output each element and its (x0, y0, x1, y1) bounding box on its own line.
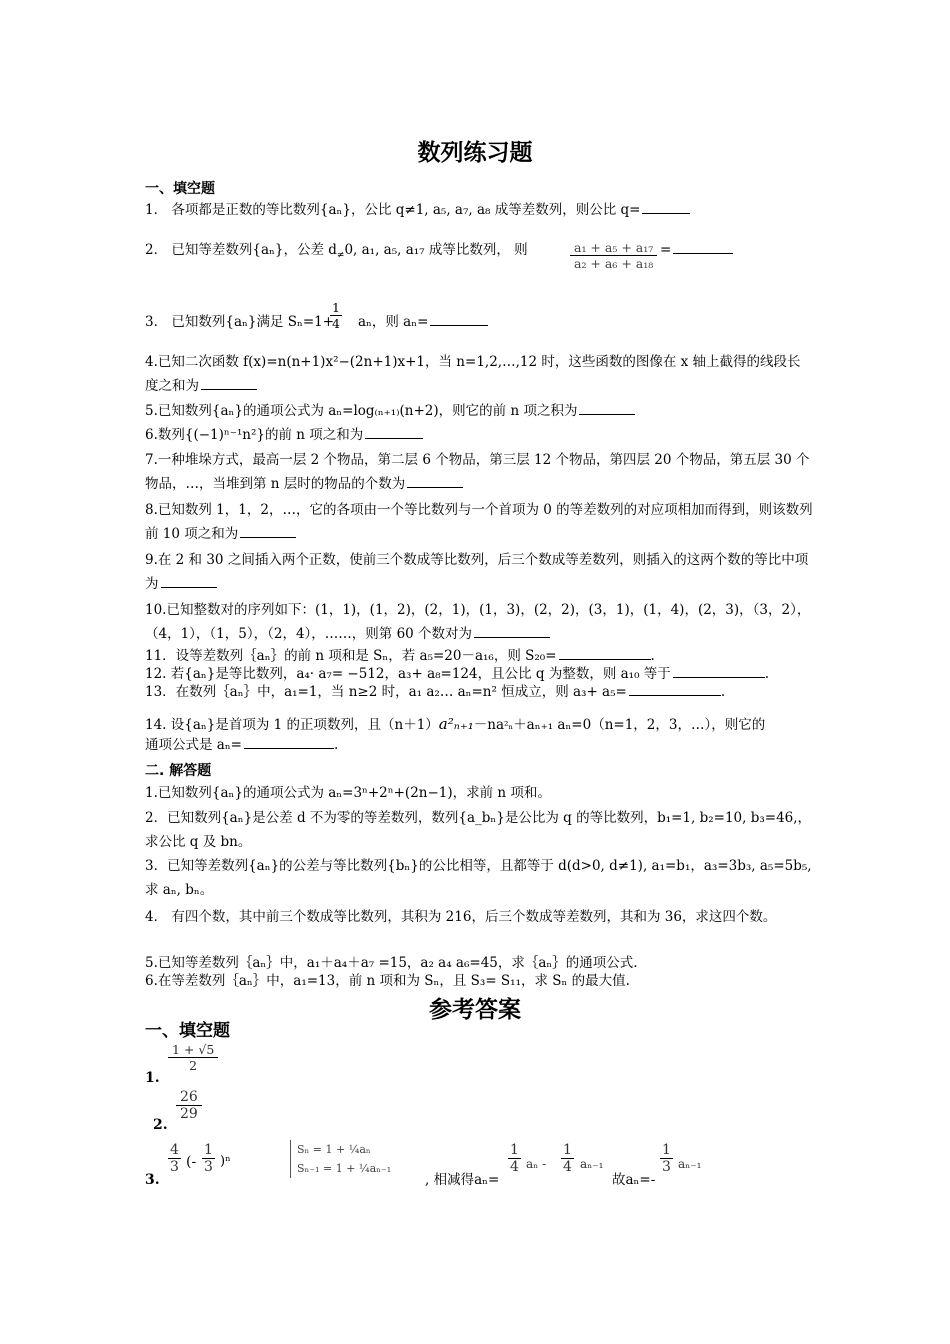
answer-blank (240, 523, 296, 538)
answer-blank (201, 375, 257, 390)
answer-3-f3: $\frac{1}{3}$ (662, 1142, 671, 1175)
answer-blank (474, 623, 550, 638)
question-13: 13．在数列｛aₙ｝中，a₁=1，当 n≥2 时，a₁ a₂… aₙ=n² 恒成立，则 a₃+ a₅= . (145, 681, 813, 701)
section-solve: 二. 解答题 (145, 763, 212, 779)
question-12: 12. 若{aₙ}是等比数列，a₄· a₇= −512，a₃+ a₈=124，且公比 q 为整数，则 a₁₀ 等于 . (145, 663, 813, 683)
answer-3-f1: $\frac{1}{4}$ (510, 1142, 519, 1175)
answer-3-therefore: 故aₙ=- (612, 1172, 656, 1188)
answer-blank (559, 645, 651, 660)
answer-blank (430, 311, 488, 326)
answer-3-term2: aₙ₋₁ (580, 1157, 604, 1171)
section-fill-blank: 一、填空题 (145, 181, 215, 197)
question-6: 6.数列{(−1)ⁿ⁻¹n²}的前 n 项之和为 (145, 423, 813, 447)
question-14: 14. 设{aₙ}是首项为 1 的正项数列，且（n＋1）a²ₙ₊₁－na²ₙ＋aₙ₊₁ aₙ=0（n=1，2，3，…），则它的 (145, 715, 766, 733)
question-11: 11．设等差数列｛aₙ｝的前 n 项和是 Sₙ，若 a₅=20－a₁₆，则 S₂₀= . (145, 645, 813, 665)
answer-3-f2: $\frac{1}{4}$ (563, 1142, 572, 1175)
answer-3-label: 3. (145, 1172, 160, 1188)
page-title: 数列练习题 (417, 140, 533, 166)
problem-3: 3．已知等差数列{aₙ}的公差与等比数列{bₙ}的公比相等，且都等于 d(d>0, d≠1), a₁=b₁，a₃=3b₃, a₅=5b₅, 求 aₙ, bₙ。 (145, 858, 812, 898)
answer-1-fraction: $\frac{1 + √5}{2}$ (168, 1042, 218, 1073)
problem-1: 1.已知数列{aₙ}的通项公式为 aₙ=3ⁿ+2ⁿ+(2n−1)，求前 n 项和。 (145, 785, 551, 801)
answer-3-base: $\frac{1}{3}$ (204, 1142, 213, 1175)
question-1: 1． 各项都是正数的等比数列{aₙ}，公比 q≠1, a₅, a₇, a₈ 成等差数列，则公比 q= (145, 198, 813, 222)
answer-2-fraction: $\frac{26}{29}$ (176, 1089, 202, 1122)
answer-blank (629, 681, 721, 696)
question-2: 2． 已知等差数列{aₙ}，公差 $d_\ne 0$, a₁, a₅, a₁₇ 成等比数列， 则 (145, 242, 528, 261)
question-8: 8.已知数列 1，1，2，…，它的各项由一个等比数列与一个首项为 0 的等差数列的对应项相加而得到，则该数列前 10 项之和为 (145, 502, 813, 542)
problem-5: 5.已知等差数列｛aₙ｝中，a₁＋a₄＋a₇ =15，a₂ a₄ a₆=45，求｛aₙ｝的通项公式. (145, 955, 638, 971)
answer-3-text: , 相减得aₙ= (425, 1172, 500, 1188)
answer-blank (161, 573, 217, 588)
problem-6: 6.在等差数列｛aₙ｝中，a₁=13，前 n 项和为 Sₙ，且 S₃= S₁₁，求 Sₙ 的最大值. (145, 973, 630, 989)
question-14-line2: 通项公式是 aₙ= . (145, 734, 813, 755)
answer-3-paren: (- (186, 1154, 197, 1170)
question-7: 7.一种堆垛方式，最高一层 2 个物品，第二层 6 个物品，第三层 12 个物品，第四层 20 个物品，第五层 30 个物品，…，当堆到第 n 层时的物品的个数为 (145, 452, 810, 492)
answer-blank (673, 663, 765, 678)
question-10: 10.已知整数对的序列如下：(1，1)，(1，2)，(2，1)，(1，3)，(2，2)，(3，1)，(1，4)，(2，3)，（3，2），（4，1），（1，5），（2，4），……，则第 60 个数对为 (145, 602, 811, 642)
answer-3-term1: aₙ - (526, 1157, 547, 1171)
answer-3-exp: )ⁿ (220, 1154, 231, 1169)
answer-2-label: 2. (153, 1117, 168, 1133)
fraction-q3: $\frac{1}{4}$ (332, 300, 340, 331)
problem-4: 4． 有四个数，其中前三个数成等比数列，其积为 216，后三个数成等差数列，其和为 36，求这四个数。 (145, 909, 777, 925)
answer-3-system: Sₙ = 1 + ¼aₙ Sₙ₋₁ = 1 + ¼aₙ₋₁ (290, 1140, 391, 1178)
answer-blank (579, 400, 635, 415)
question-9: 9.在 2 和 30 之间插入两个正数，使前三个数成等比数列，后三个数成等差数列，则插入的这两个数的等比中项为 (145, 552, 809, 592)
answer-blank (407, 473, 463, 488)
question-4: 4.已知二次函数 f(x)=n(n+1)x²−(2n+1)x+1，当 n=1,2,…,12 时，这些函数的图像在 x 轴上截得的线段长度之和为 (145, 354, 801, 394)
answer-3-coef: $\frac{4}{3}$ (170, 1142, 179, 1175)
answer-3-term3: aₙ₋₁ (678, 1157, 702, 1171)
fraction-q2: $\frac{\text{a₁ + a₅ + a₁₇}}{\text{a₂ + a₆ + a₁₈}}$ (570, 240, 657, 271)
answer-blank (642, 199, 690, 214)
answer-1-label: 1. (145, 1070, 160, 1086)
question-3-tail: aₙ，则 aₙ= (358, 310, 558, 334)
problem-2: 2．已知数列{aₙ}是公差 d 不为零的等差数列，数列{a_bₙ}是公比为 q 的等比数列，b₁=1, b₂=10, b₃=46,，求公比 q 及 bn。 (145, 810, 812, 850)
answer-blank (244, 734, 334, 749)
answer-blank (365, 424, 423, 439)
question-3: 3． 已知数列{aₙ}满足 Sₙ=1+ (145, 314, 335, 330)
answer-title: 参考答案 (429, 997, 521, 1023)
answer-blank (673, 239, 733, 254)
question-2-blank: = (660, 238, 740, 262)
answer-section-fill-blank: 一、填空题 (145, 1021, 230, 1041)
question-5: 5.已知数列{aₙ}的通项公式为 aₙ=log₍ₙ₊₁₎(n+2)，则它的前 n 项之积为 (145, 399, 813, 423)
